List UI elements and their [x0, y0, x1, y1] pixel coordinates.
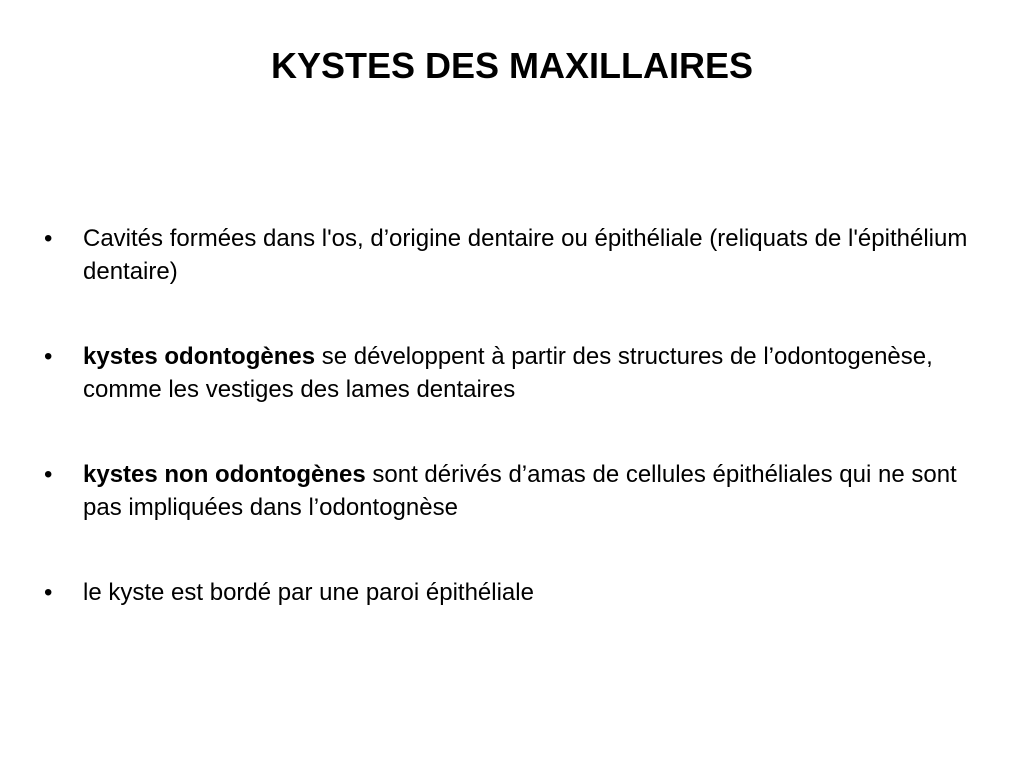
- bullet-text: Cavités formées dans l'os, d’origine dentaire ou épithéliale (reliquats de l'épithélium dentaire): [83, 225, 968, 285]
- bullet-term: kystes non odontogènes: [83, 461, 366, 488]
- bullet-dot: •: [44, 343, 53, 370]
- bullet-item: [44, 222, 984, 288]
- bullet-list: [44, 222, 984, 661]
- bullet-dot: •: [44, 225, 53, 252]
- bullet-text: se développent à partir des structures de l’odontogenèse, comme les vestiges des lames dentaires: [83, 343, 933, 403]
- bullet-item: [44, 340, 984, 406]
- slide-title: KYSTES DES MAXILLAIRES: [270, 45, 754, 86]
- bullet-text: le kyste est bordé par une paroi épithéliale: [83, 579, 534, 606]
- bullet-text: sont dérivés d’amas de cellules épithéliales qui ne sont pas impliquées dans l’odontognèse: [83, 461, 957, 521]
- bullet-dot: •: [44, 461, 53, 488]
- bullet-dot: •: [44, 579, 53, 606]
- bullet-item: [44, 458, 984, 524]
- bullet-item: [44, 576, 984, 609]
- bullet-term: kystes odontogènes: [83, 343, 316, 370]
